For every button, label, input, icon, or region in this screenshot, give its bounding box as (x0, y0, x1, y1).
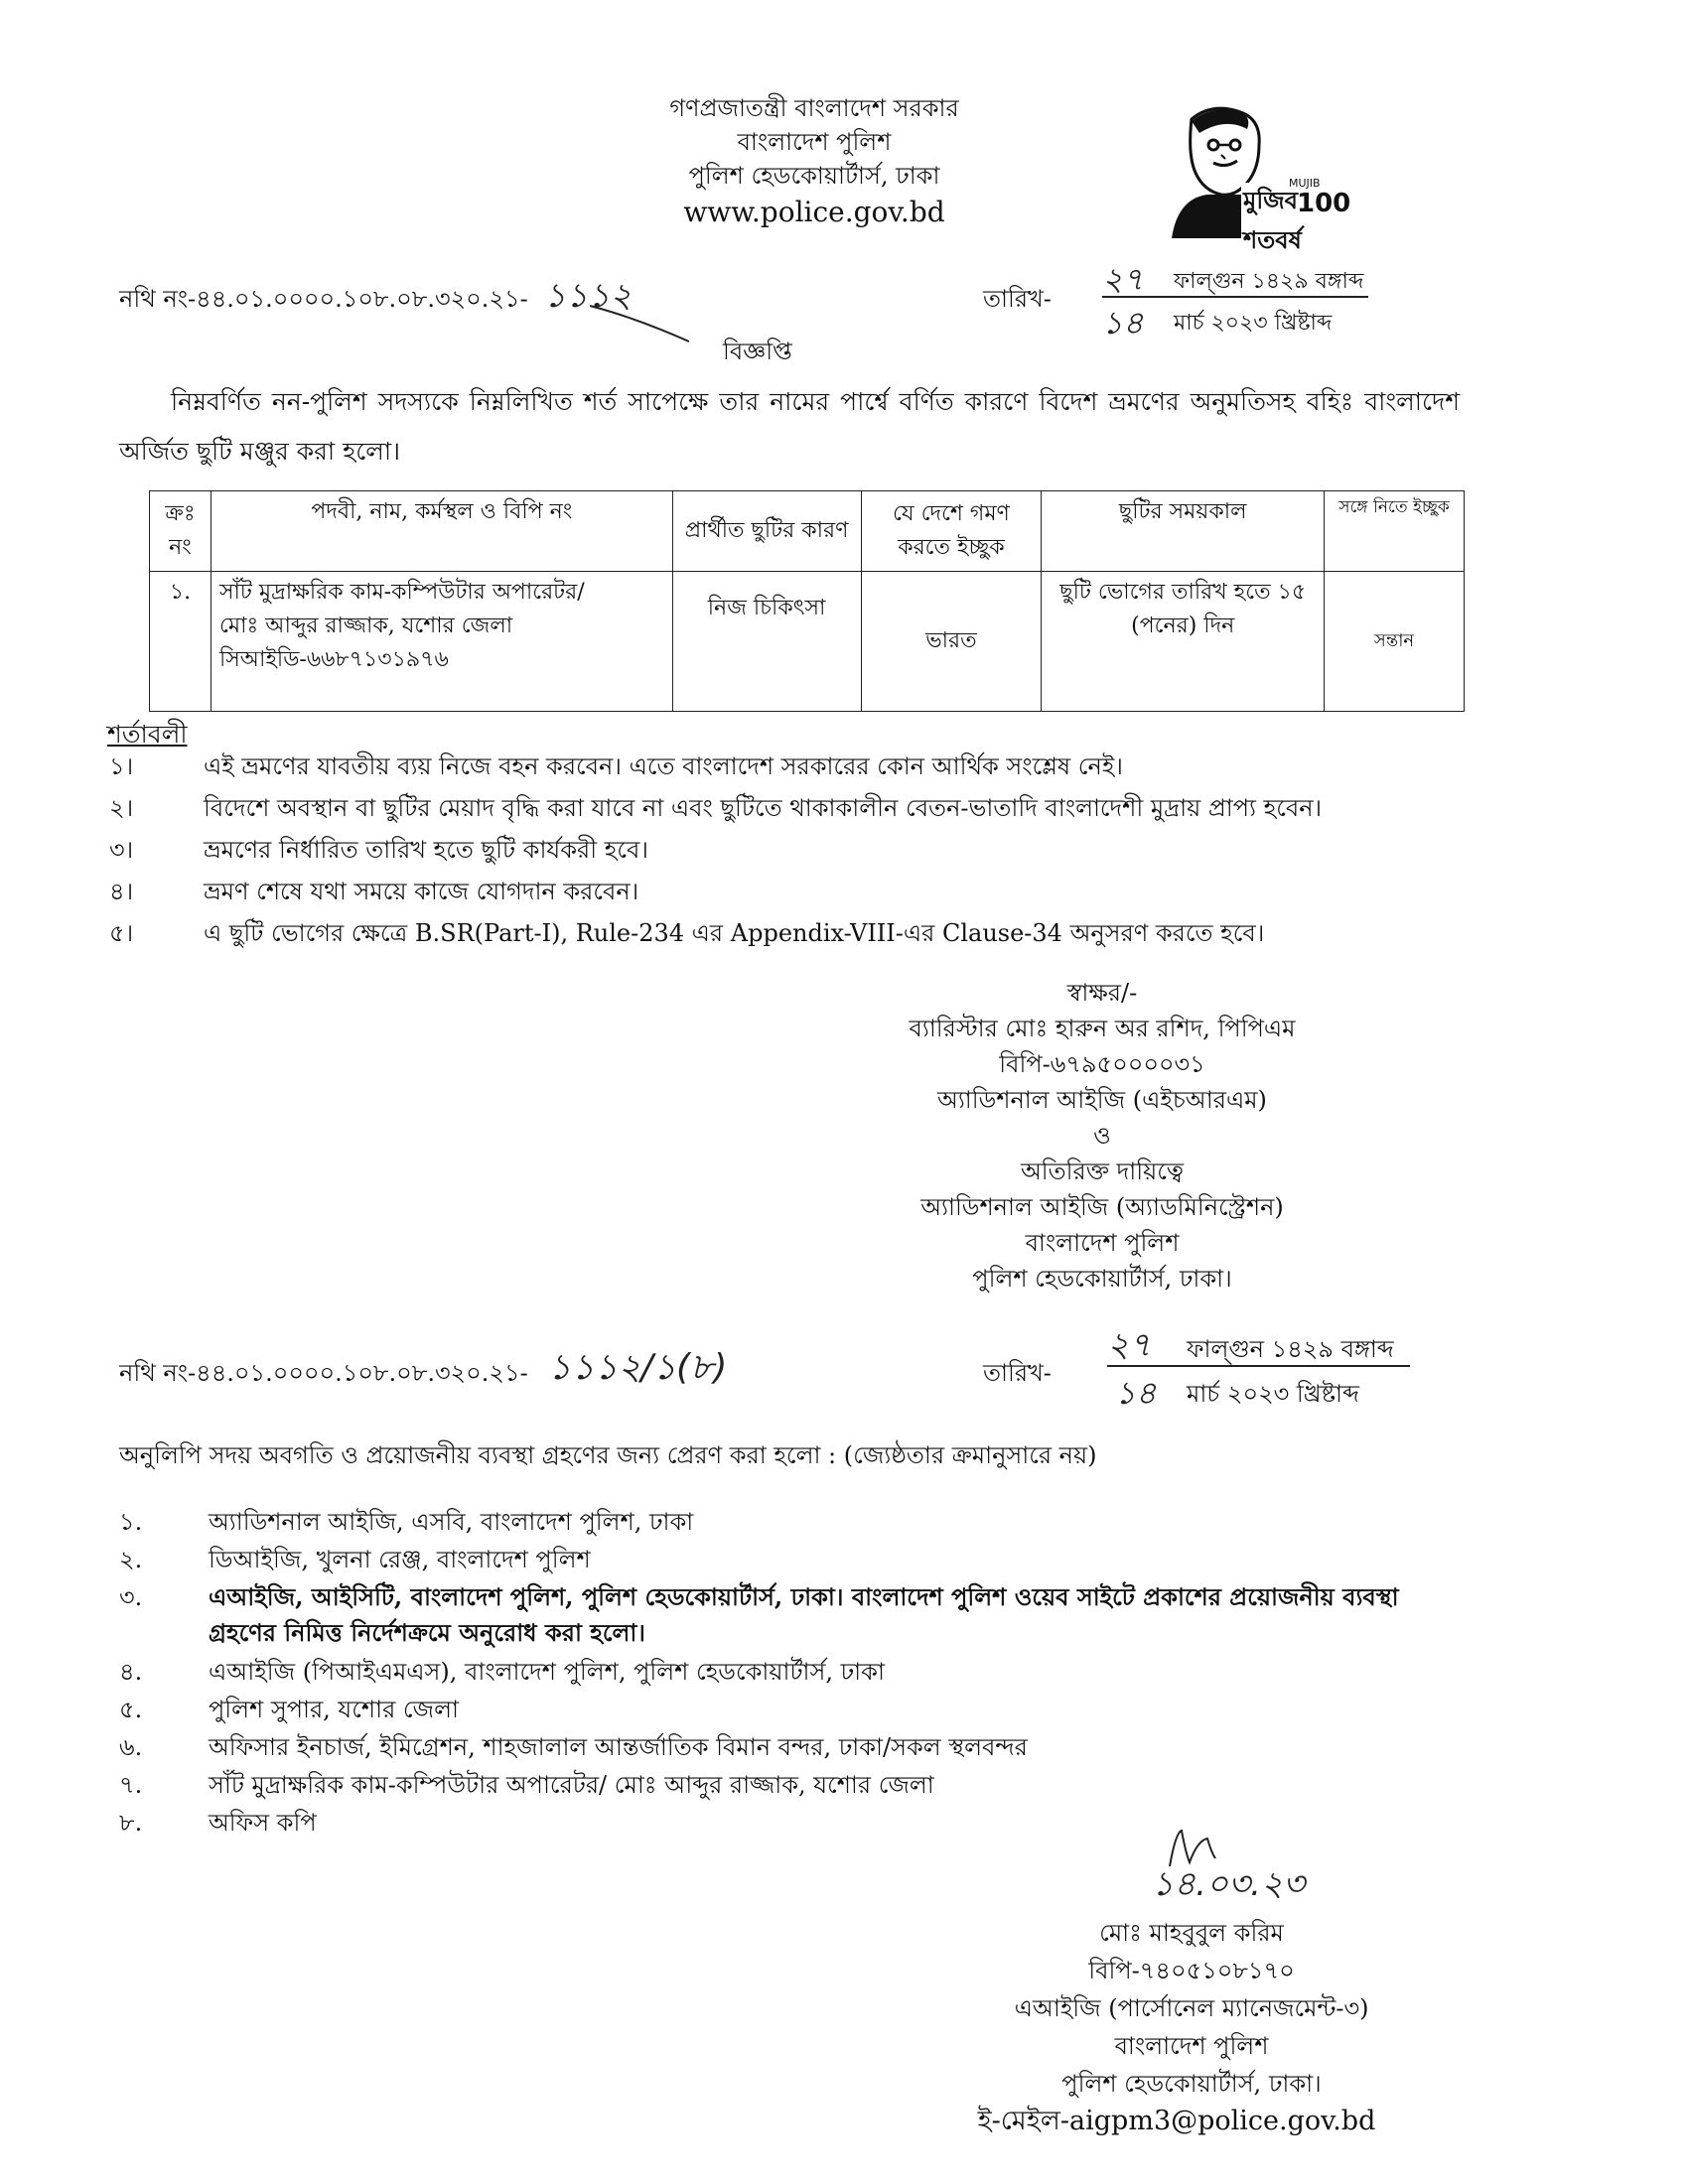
copy-text: সাঁট মুদ্রাক্ষরিক কাম-কম্পিউটার অপারেটর/ মোঃ আব্দুর রাজ্জাক, যশোর জেলা (209, 1771, 934, 1799)
copy-number: ৫. (119, 1696, 143, 1723)
table-row (150, 572, 1465, 712)
copy-number: ৩. (119, 1583, 143, 1611)
condition-number: ৫। (109, 919, 134, 947)
cell-name-line3: সিআইডি-৬৬৮৭১৩১৯৭৬ (218, 647, 449, 672)
logo-mujib-bn: মুজিব শতবর্ষ (1241, 183, 1340, 262)
handwritten-sign-date: ১৪.০৩.২৩ (1152, 1864, 1306, 1904)
memo-handwritten-stroke (586, 298, 695, 347)
copy-number: ২. (119, 1546, 143, 1573)
memo-copy-handwritten-number: ১১১২/১(৮) (548, 1347, 728, 1388)
memo-date-english-text: মার্চ ২০২৩ খ্রিষ্টাব্দ (1174, 311, 1333, 336)
memo-copy-date-english-day: ১৪ (1115, 1374, 1157, 1412)
memo-date-english-day: ১৪ (1102, 304, 1144, 341)
condition-text: এ ছুটি ভোগের ক্ষেত্রে B.SR(Part-I), Rule-234 এর Appendix-VIII-এর Clause-34 অনুসরণ করতে হবে। (204, 919, 1265, 947)
signatory-bp: বিপি-৬৭৯৫০০০০৩১ (999, 1050, 1205, 1078)
logo-hundred: 100 (1297, 189, 1351, 218)
condition-item (109, 830, 1450, 870)
date-divider (1107, 1365, 1410, 1367)
condition-item (109, 913, 1450, 953)
signatory-office: পুলিশ হেডকোয়ার্টার্স, ঢাকা। (972, 1265, 1232, 1293)
condition-text: ভ্রমণ শেষে যথা সময়ে কাজে যোগদান করবেন। (204, 878, 639, 905)
copy-number: ৬. (119, 1733, 143, 1761)
memo-date-bengali (1102, 258, 1368, 298)
copy-intro: অনুলিপি সদয় অবগতি ও প্রয়োজনীয় ব্যবস্থা গ্রহণের জন্য প্রেরণ করা হলো : (জ্যেষ্ঠতার ক্রমানুসারে নয়) (119, 1441, 1097, 1469)
copy-number: ৪. (119, 1658, 143, 1686)
copy-number: ১. (119, 1508, 143, 1536)
copy-text: অফিস কপি (209, 1809, 317, 1837)
leave-table (149, 490, 1465, 712)
memo-copy-date-english-text: মার্চ ২০২৩ খ্রিষ্টাব্দ (1187, 1380, 1359, 1408)
copy-text: এআইজি (পিআইএমএস), বাংলাদেশ পুলিশ, পুলিশ হেডকোয়ার্টার্স, ঢাকা (209, 1658, 885, 1686)
signatory-name: ব্যারিস্টার মোঃ হারুন অর রশিদ, পিপিএম (909, 1015, 1296, 1042)
condition-text: বিদেশে অবস্থান বা ছুটির মেয়াদ বৃদ্ধি করা যাবে না এবং ছুটিতে থাকাকালীন বেতন-ভাতাদি বাংলাদেশী মুদ্রায় প্রাপ্য হবেন। (204, 794, 1323, 822)
memo-number: নথি নং-৪৪.০১.০০০০.১০৮.০৮.৩২০.২১- (119, 285, 528, 313)
signatory2-email[interactable]: ই-মেইল-aigpm3@police.gov.bd (977, 2106, 1376, 2136)
cell-period: ছুটি ভোগের তারিখ হতে ১৫ (পনের) দিন (1042, 572, 1325, 712)
signature-block-2 (977, 1914, 1390, 2140)
signatory2-designation: এআইজি (পার্সোনেল ম্যানেজমেন্ট-৩) (1014, 1994, 1369, 2022)
condition-item (109, 788, 1450, 828)
signatory2-org: বাংলাদেশ পুলিশ (1114, 2032, 1269, 2060)
memo-handwritten-number: ১১১২ (544, 276, 633, 316)
memo-copy-date-bengali-text: ফাল্গুন ১৪২৯ বঙ্গাব্দ (1187, 1335, 1394, 1363)
condition-number: ৪। (109, 878, 134, 905)
signature-block-1 (874, 975, 1331, 1297)
header-website[interactable]: www.police.gov.bd (683, 196, 945, 228)
copy-number: ৭. (119, 1771, 143, 1799)
notice-body: নিম্নবর্ণিত নন-পুলিশ সদস্যকে নিম্নলিখিত শর্ত সাপেক্ষে তার নামের পার্শ্বে বর্ণিত কারণে বিদেশ ভ্রমণের অনুমতিসহ বহিঃ বাংলাদেশ অর্জিত ছুটি মঞ্জুর করা হলো। (119, 387, 1460, 466)
condition-text: এই ভ্রমণের যাবতীয় ব্যয় নিজে বহন করবেন। এতে বাংলাদেশ সরকারের কোন আর্থিক সংশ্লেষ নেই। (204, 752, 1123, 780)
condition-number: ৩। (109, 836, 134, 864)
condition-item (109, 872, 1450, 911)
cell-name-line2: মোঃ আব্দুর রাজ্জাক, যশোর জেলা (218, 614, 513, 638)
memo-date-english (1102, 300, 1368, 341)
signatory2-name: মোঃ মাহবুবুল করিম (1099, 1919, 1284, 1947)
memo-copy-date-english (1107, 1370, 1410, 1412)
condition-number: ২। (109, 794, 134, 822)
col-companion: সঙ্গে নিতে ইচ্ছুক (1325, 491, 1465, 572)
signatory-designation: অ্যাডিশনাল আইজি (এইচআরএম) (937, 1086, 1267, 1114)
condition-number: ১। (109, 752, 134, 780)
cell-reason: নিজ চিকিৎসা (672, 572, 861, 712)
col-serial: ক্রঃ নং (150, 491, 211, 572)
table-header-row (150, 491, 1465, 572)
memo-copy-date-bengali (1107, 1325, 1410, 1367)
cell-country: ভারত (861, 572, 1042, 712)
copy-item (119, 1579, 1410, 1651)
memo-number-copy: নথি নং-৪৪.০১.০০০০.১০৮.০৮.৩২০.২১- (119, 1359, 528, 1387)
logo-mujib-en: MUJIB (1289, 177, 1321, 190)
header-office: পুলিশ হেডকোয়ার্টার্স, ঢাকা (688, 162, 940, 190)
condition-item (109, 747, 1450, 786)
col-name: পদবী, নাম, কর্মস্থল ও বিপি নং (211, 491, 672, 572)
copy-text: অফিসার ইনচার্জ, ইমিগ্রেশন, শাহজালাল আন্তর্জাতিক বিমান বন্দর, ঢাকা/সকল স্থলবন্দর (209, 1733, 1028, 1761)
mujib-100-logo (1152, 99, 1351, 254)
copy-text: এআইজি, আইসিটি, বাংলাদেশ পুলিশ, পুলিশ হেডকোয়ার্টার্স, ঢাকা। বাংলাদেশ পুলিশ ওয়েব সাইটে প্রকাশের প্রয়োজনীয় ব্যবস্থা গ্রহণের নিমিত্ত নির্দেশক্রমে অনুরোধ করা হলো। (209, 1582, 1399, 1647)
copy-text: ডিআইজি, খুলনা রেঞ্জ, বাংলাদেশ পুলিশ (209, 1546, 591, 1573)
cell-name-line1: সাঁট মুদ্রাক্ষরিক কাম-কম্পিউটার অপারেটর/ (218, 580, 585, 605)
signatory2-bp: বিপি-৭৪০৫১০৮১৭০ (1088, 1957, 1295, 1984)
memo-date-bengali-day: ২৭ (1102, 260, 1144, 298)
conditions-title: শর্তাবলী (107, 720, 188, 749)
letterhead (556, 91, 1072, 232)
signatory2-office: পুলিশ হেডকোয়ার্টার্স, ঢাকা। (1061, 2070, 1322, 2098)
signatory-conjunction: ও (1093, 1122, 1111, 1150)
header-department: বাংলাদেশ পুলিশ (737, 128, 892, 156)
copy-text: অ্যাডিশনাল আইজি, এসবি, বাংলাদেশ পুলিশ, ঢাকা (209, 1508, 694, 1536)
col-period: ছুটির সময়কাল (1042, 491, 1325, 572)
memo-copy-date-bengali-day: ২৭ (1107, 1325, 1152, 1365)
notice-title: বিজ্ঞপ্তি (723, 338, 792, 365)
cell-name (211, 572, 672, 712)
col-reason: প্রার্থীত ছুটির কারণ (672, 491, 861, 572)
cell-companion: সন্তান (1325, 572, 1465, 712)
signatory-designation-2: অ্যাডিশনাল আইজি (অ্যাডমিনিস্ট্রেশন) (920, 1193, 1284, 1221)
col-country: যে দেশে গমণ করতে ইচ্ছুক (861, 491, 1042, 572)
signatory-org: বাংলাদেশ পুলিশ (1025, 1229, 1180, 1257)
copy-text: পুলিশ সুপার, যশোর জেলা (209, 1696, 459, 1723)
cell-serial: ১. (150, 572, 211, 712)
copy-number: ৮. (119, 1809, 143, 1837)
signatory-additional-charge: অতিরিক্ত দায়িত্বে (1021, 1158, 1184, 1185)
condition-text: ভ্রমণের নির্ধারিত তারিখ হতে ছুটি কার্যকরী হবে। (204, 836, 648, 864)
memo-copy-date-label: তারিখ- (983, 1359, 1052, 1387)
memo-date-label: তারিখ- (983, 285, 1052, 313)
memo-date-bengali-text: ফাল্গুন ১৪২৯ বঙ্গাব্দ (1174, 269, 1364, 294)
header-government: গণপ্রজাতন্ত্রী বাংলাদেশ সরকার (669, 94, 959, 122)
signed-mark: স্বাক্ষর/- (1066, 979, 1138, 1007)
